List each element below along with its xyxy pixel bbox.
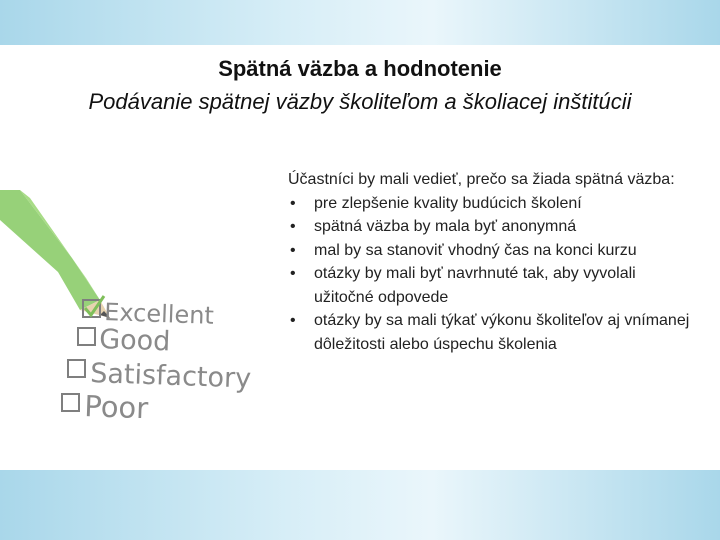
- feedback-content: [288, 168, 698, 356]
- bullet-item: • spätná väzba by mala byť anonymná: [288, 215, 698, 239]
- feedback-checklist-pencil-icon: [0, 150, 290, 430]
- slide-title: Spätná väzba a hodnotenie: [218, 56, 502, 81]
- bottom-decor-band: [0, 470, 720, 540]
- option-poor: Poor: [83, 389, 149, 426]
- option-satisfactory: Satisfactory: [89, 358, 252, 395]
- slide-subtitle: Podávanie spätnej väzby školiteľom a školiacej inštitúcii: [88, 89, 632, 114]
- bullet-item: • mal by sa stanoviť vhodný čas na konci kurzu: [288, 239, 698, 263]
- bullet-item: • otázky by mali byť navrhnuté tak, aby vyvolali užitočné odpovede: [288, 262, 698, 309]
- pencil-icon: [0, 190, 110, 318]
- feedback-illustration: [0, 150, 290, 430]
- intro-text: Účastníci by mali vedieť, prečo sa žiada spätná väzba:: [288, 171, 675, 188]
- checkbox-satisfactory: [68, 360, 85, 377]
- top-decor-band: [0, 0, 720, 45]
- bullet-item: • pre zlepšenie kvality budúcich školení: [288, 192, 698, 216]
- bullet-item: • otázky by sa mali týkať výkonu školiteľov aj vnímanej dôležitosti alebo úspechu školenia: [288, 309, 698, 356]
- option-good: Good: [98, 324, 171, 358]
- bullet-list: [288, 192, 698, 357]
- checkbox-good: [78, 328, 95, 345]
- option-excellent: Excellent: [103, 298, 215, 330]
- checkbox-poor: [62, 394, 79, 411]
